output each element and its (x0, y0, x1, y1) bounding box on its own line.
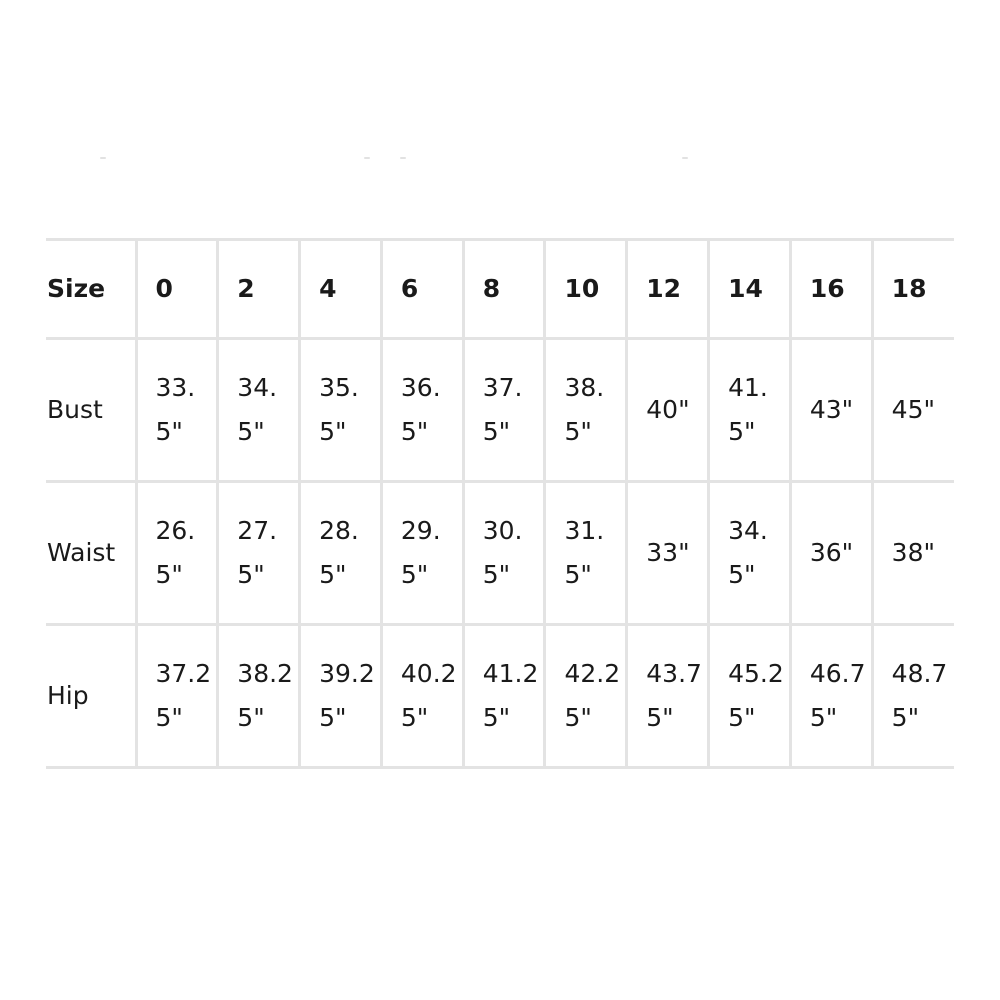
header-cell-size-18: 18 (872, 240, 954, 339)
header-cell-size-12: 12 (627, 240, 709, 339)
table-cell: 40.25" (381, 625, 463, 768)
cropped-text-remnants (0, 152, 1000, 164)
table-cell: 43" (790, 339, 872, 482)
header-cell-size-10: 10 (545, 240, 627, 339)
table-cell: 31.5" (545, 482, 627, 625)
row-label-bust: Bust (46, 339, 136, 482)
header-cell-size-0: 0 (136, 240, 218, 339)
table-cell: 35.5" (300, 339, 382, 482)
row-label-waist: Waist (46, 482, 136, 625)
header-cell-size-2: 2 (218, 240, 300, 339)
table-cell: 33.5" (136, 339, 218, 482)
table-cell: 48.75" (872, 625, 954, 768)
row-label-hip: Hip (46, 625, 136, 768)
table-cell: 46.75" (790, 625, 872, 768)
header-cell-size-4: 4 (300, 240, 382, 339)
table-cell: 26.5" (136, 482, 218, 625)
table-cell: 45.25" (709, 625, 791, 768)
table-row-bust (46, 339, 954, 482)
header-row (46, 240, 954, 339)
header-cell-size-8: 8 (463, 240, 545, 339)
table-cell: 38.5" (545, 339, 627, 482)
table-cell: 43.75" (627, 625, 709, 768)
table-cell: 45" (872, 339, 954, 482)
header-cell-size-14: 14 (709, 240, 791, 339)
size-chart-table (46, 238, 954, 769)
header-cell-size: Size (46, 240, 136, 339)
table-row-hip (46, 625, 954, 768)
table-cell: 38.25" (218, 625, 300, 768)
table-cell: 38" (872, 482, 954, 625)
table-cell: 41.5" (709, 339, 791, 482)
table-row-waist (46, 482, 954, 625)
table-cell: 42.25" (545, 625, 627, 768)
table-cell: 41.25" (463, 625, 545, 768)
table-cell: 39.25" (300, 625, 382, 768)
table-cell: 40" (627, 339, 709, 482)
table-cell: 27.5" (218, 482, 300, 625)
table-cell: 37.5" (463, 339, 545, 482)
table-cell: 36" (790, 482, 872, 625)
header-cell-size-16: 16 (790, 240, 872, 339)
table-cell: 30.5" (463, 482, 545, 625)
table-cell: 28.5" (300, 482, 382, 625)
table-cell: 29.5" (381, 482, 463, 625)
table-cell: 34.5" (709, 482, 791, 625)
header-cell-size-6: 6 (381, 240, 463, 339)
table-cell: 33" (627, 482, 709, 625)
table-cell: 34.5" (218, 339, 300, 482)
table-cell: 36.5" (381, 339, 463, 482)
table-cell: 37.25" (136, 625, 218, 768)
